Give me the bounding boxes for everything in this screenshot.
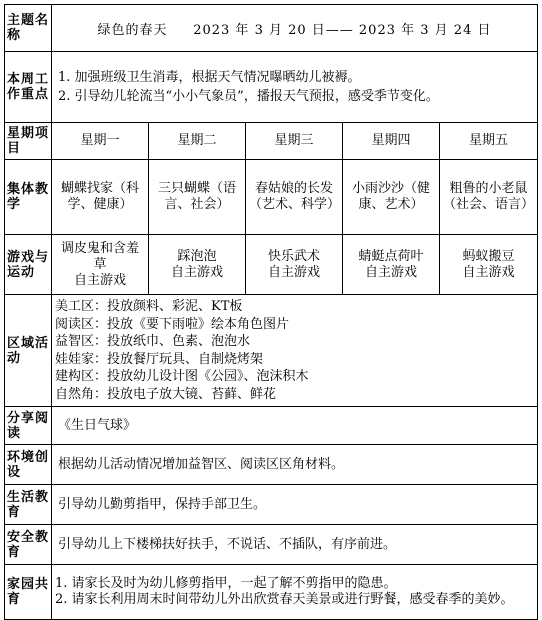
games-label: 游戏与运动 bbox=[5, 235, 52, 295]
game-cell bbox=[149, 235, 246, 295]
group-teaching-cell: 三只蝴蝶（语言、社会） bbox=[149, 160, 246, 235]
focus-content bbox=[52, 52, 538, 123]
regions-content bbox=[52, 295, 538, 407]
game-cell bbox=[246, 235, 343, 295]
focus-row bbox=[5, 52, 538, 123]
game-sub: 自主游戏 bbox=[267, 264, 320, 280]
group-teaching-cell: 小雨沙沙（健康、艺术） bbox=[343, 160, 440, 235]
weekly-plan-table bbox=[4, 4, 538, 620]
home-item: 2. 请家长利用周末时间带幼儿外出欣赏春天美景或进行野餐，感受春季的美妙。 bbox=[55, 592, 514, 607]
game-title: 蚂蚁搬豆 bbox=[462, 248, 515, 264]
environment-content: 根据幼儿活动情况增加益智区、阅读区区角材料。 bbox=[52, 445, 538, 485]
safety-content: 引导幼儿上下楼梯扶好扶手，不说话、不插队，有序前进。 bbox=[52, 525, 538, 565]
regions-label: 区域活动 bbox=[5, 295, 52, 407]
days-row bbox=[5, 123, 538, 160]
focus-item: 2. 引导幼儿轮流当“小小气象员”，播报天气预报，感受季节变化。 bbox=[58, 89, 439, 104]
reading-row bbox=[5, 407, 538, 445]
region-line: 益智区：投放纸巾、色素、泡泡水 bbox=[55, 334, 251, 349]
group-teaching-cell: 蝴蝶找家（科学、健康） bbox=[52, 160, 149, 235]
group-teaching-cell: 粗鲁的小老鼠（社会、语言） bbox=[440, 160, 538, 235]
group-teaching-label: 集体教学 bbox=[5, 160, 52, 235]
topic-content bbox=[52, 5, 538, 52]
reading-content: 《生日气球》 bbox=[52, 407, 538, 445]
home-label: 家园共育 bbox=[5, 565, 52, 620]
life-content: 引导幼儿勤剪指甲，保持手部卫生。 bbox=[52, 485, 538, 525]
game-title: 快乐武术 bbox=[267, 248, 320, 264]
game-cell bbox=[52, 235, 149, 295]
environment-row bbox=[5, 445, 538, 485]
game-title: 调皮鬼和含羞草 bbox=[60, 240, 139, 272]
day-header: 星期三 bbox=[246, 123, 343, 160]
region-line: 自然角：投放电子放大镜、苔藓、鲜花 bbox=[55, 386, 277, 402]
region-line: 美工区：投放颜料、彩泥、KT板 bbox=[55, 299, 243, 314]
day-header: 星期四 bbox=[343, 123, 440, 160]
game-sub: 自主游戏 bbox=[170, 264, 223, 280]
game-title: 踩泡泡 bbox=[177, 248, 217, 264]
focus-item: 1. 加强班级卫生消毒，根据天气情况曝晒幼儿被褥。 bbox=[58, 70, 361, 85]
region-line: 娃娃家：投放餐厅玩具、自制烧烤架 bbox=[55, 351, 264, 367]
game-title: 蜻蜓点荷叶 bbox=[358, 248, 424, 264]
day-header: 星期二 bbox=[149, 123, 246, 160]
group-teaching-row bbox=[5, 160, 538, 235]
games-row bbox=[5, 235, 538, 295]
regions-row bbox=[5, 295, 538, 407]
days-label: 星期项目 bbox=[5, 123, 52, 160]
game-sub: 自主游戏 bbox=[73, 272, 126, 288]
home-content bbox=[52, 565, 538, 620]
reading-label: 分享阅读 bbox=[5, 407, 52, 445]
topic-row bbox=[5, 5, 538, 52]
day-header: 星期五 bbox=[440, 123, 538, 160]
topic-period: 2023 年 3 月 20 日—— 2023 年 3 月 24 日 bbox=[193, 22, 492, 38]
home-item: 1. 请家长及时为幼儿修剪指甲，一起了解不剪指甲的隐患。 bbox=[55, 576, 397, 591]
game-cell bbox=[343, 235, 440, 295]
region-line: 阅读区：投放《要下雨啦》绘本角色图片 bbox=[55, 316, 290, 332]
day-header: 星期一 bbox=[52, 123, 149, 160]
game-sub: 自主游戏 bbox=[462, 264, 515, 280]
region-line: 建构区：投放幼儿设计图《公园》、泡沫积木 bbox=[55, 369, 309, 384]
environment-label: 环境创设 bbox=[5, 445, 52, 485]
life-label: 生活教育 bbox=[5, 485, 52, 525]
home-row bbox=[5, 565, 538, 620]
safety-row bbox=[5, 525, 538, 565]
topic-label: 主题名称 bbox=[5, 5, 52, 52]
focus-label: 本周工作重点 bbox=[5, 52, 52, 123]
topic-name: 绿色的春天 bbox=[97, 22, 168, 38]
game-sub: 自主游戏 bbox=[364, 264, 417, 280]
safety-label: 安全教育 bbox=[5, 525, 52, 565]
game-cell bbox=[440, 235, 538, 295]
group-teaching-cell: 春姑娘的长发（艺术、科学） bbox=[246, 160, 343, 235]
life-row bbox=[5, 485, 538, 525]
